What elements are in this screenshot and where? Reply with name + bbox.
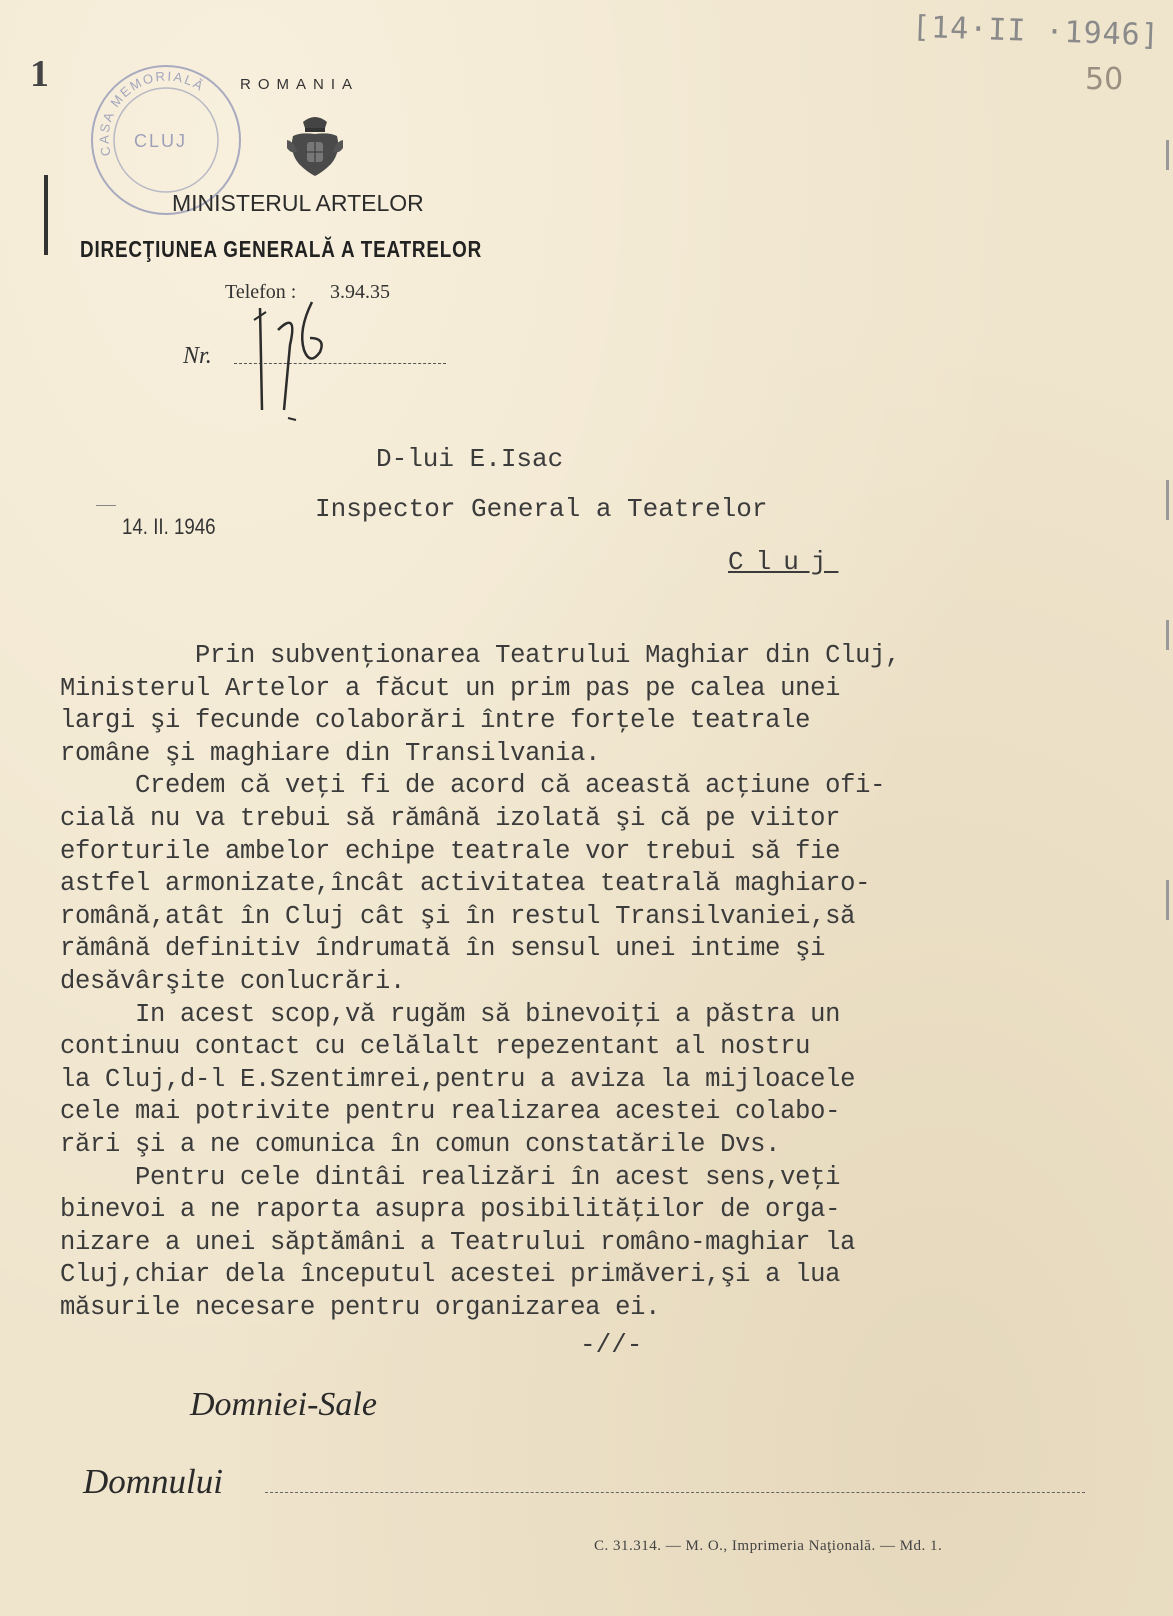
body-line: nizare a unei săptămâni a Teatrului româno-maghiar la xyxy=(60,1227,856,1257)
body-line: desăvârşite conlucrări. xyxy=(60,966,406,996)
edge-mark xyxy=(1166,620,1169,650)
body-line: Cluj,chiar dela începutul acestei primăveri,şi a lua xyxy=(60,1260,841,1290)
addressee-name: D-lui E.Isac xyxy=(376,444,564,474)
letter-body xyxy=(60,640,1160,1324)
body-line: rămână definitiv îndrumată în sensul unei intime şi xyxy=(60,934,826,964)
body-line: largi şi fecunde colaborări între forţele teatrale xyxy=(60,706,811,736)
body-line: cială nu va trebui să rămână izolată şi că pe viitor xyxy=(60,803,841,833)
handwritten-number-icon xyxy=(240,290,330,430)
body-line: rări şi a ne comunica în comun constatările Dvs. xyxy=(60,1129,781,1159)
letterhead-direction: DIRECŢIUNEA GENERALĂ A TEATRELOR xyxy=(80,236,483,262)
date-dash xyxy=(96,505,116,506)
recipient-label: Domnului xyxy=(83,1462,223,1501)
phone-label: Telefon : xyxy=(225,281,297,303)
body-line: la Cluj,d-l E.Szentimrei,pentru a aviza la mijloacele xyxy=(60,1064,856,1094)
printer-imprint: C. 31.314. — M. O., Imprimeria Naţională. — Md. 1. xyxy=(594,1538,943,1554)
phone-number: 3.94.35 xyxy=(330,281,390,303)
body-line: cele mai potrivite pentru realizarea acestei colabo- xyxy=(60,1097,841,1127)
body-line: Credem că veţi fi de acord că această acţiune ofi- xyxy=(60,771,886,801)
coat-of-arms-icon xyxy=(285,112,345,178)
addressee-city: Cluj xyxy=(728,547,839,577)
body-line: In acest scop,vă rugăm să binevoiţi a păstra un xyxy=(60,999,841,1029)
letter-date: 14. II. 1946 xyxy=(122,514,216,539)
body-line: română,atât în Cluj cât şi în restul Transilvaniei,să xyxy=(60,901,856,931)
body-line: măsurile necesare pentru organizarea ei. xyxy=(60,1292,661,1322)
archive-page-number: 50 xyxy=(1085,62,1124,97)
salutation: Domniei-Sale xyxy=(190,1386,377,1423)
end-mark: -//- xyxy=(580,1330,643,1360)
margin-bar xyxy=(44,175,48,255)
edge-mark xyxy=(1166,480,1169,520)
recipient-line xyxy=(265,1492,1085,1493)
stamp-center-text: CLUJ xyxy=(134,131,188,151)
body-line: continuu contact cu celălalt repezentant al nostru xyxy=(60,1032,811,1062)
body-line: Ministerul Artelor a făcut un prim pas pe calea unei xyxy=(60,673,841,703)
letterhead-country: ROMANIA xyxy=(240,76,360,93)
body-line: binevoi a ne raporta asupra posibilităţilor de orga- xyxy=(60,1195,841,1225)
body-line: Pentru cele dintâi realizări în acest sens,veţi xyxy=(60,1162,841,1192)
number-label: Nr. xyxy=(183,343,212,369)
edge-mark xyxy=(1166,880,1169,920)
body-line: Prin subvenţionarea Teatrului Maghiar din Cluj, xyxy=(60,641,901,670)
edge-mark xyxy=(1166,140,1169,170)
margin-mark: 1 xyxy=(30,53,49,95)
body-line: române şi maghiare din Transilvania. xyxy=(60,738,601,768)
body-line: eforturile ambelor echipe teatrale vor trebui să fie xyxy=(60,836,841,866)
addressee-title: Inspector General a Teatrelor xyxy=(315,494,768,524)
stamp-ring-text: CASA MEMORIALĂ xyxy=(96,68,208,158)
body-line: astfel armonizate,încât activitatea teatrală maghiaro- xyxy=(60,869,871,899)
archive-reference: [14·II ·1946] xyxy=(911,9,1161,54)
letterhead-ministry: MINISTERUL ARTELOR xyxy=(172,190,424,216)
